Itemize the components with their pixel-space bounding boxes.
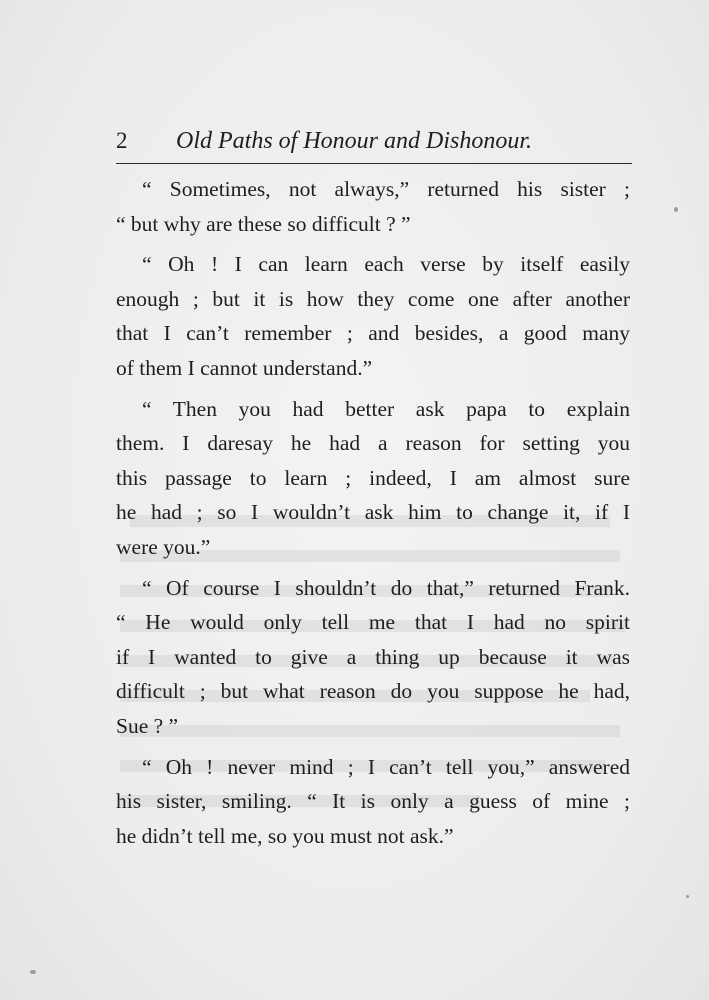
text-line: difficult ; but what reason do you suppose he had, [116, 679, 630, 704]
paper-speck [686, 895, 689, 898]
text-line: were you.” [116, 534, 211, 559]
header-rule [116, 163, 632, 164]
text-line: that I can’t remember ; and besides, a good many [116, 321, 630, 346]
text-line: if I wanted to give a thing up because it was [116, 644, 630, 669]
text-line: Sue ? ” [116, 713, 179, 738]
text-line: he didn’t tell me, so you must not ask.” [116, 823, 454, 848]
text-line: this passage to learn ; indeed, I am almost sure [116, 465, 630, 490]
text-line: “ He would only tell me that I had no spirit [116, 610, 630, 635]
paper-speck [674, 207, 678, 212]
text-line: “ but why are these so difficult ? ” [116, 211, 411, 236]
page-number: 2 [116, 128, 128, 153]
paper-speck [30, 970, 36, 974]
paragraph [116, 247, 630, 385]
paragraph [116, 750, 630, 854]
running-title: Old Paths of Honour and Dishonour. [176, 128, 533, 154]
paragraph [116, 392, 630, 565]
page-header [116, 124, 630, 158]
text-line: “ Of course I shouldn’t do that,” returned Frank. [142, 575, 630, 600]
text-line: he had ; so I wouldn’t ask him to change it, if I [116, 500, 630, 525]
text-line: his sister, smiling. “ It is only a guess of mine ; [116, 789, 630, 814]
text-line: “ Then you had better ask papa to explain [142, 396, 630, 421]
text-line: them. I daresay he had a reason for setting you [116, 431, 630, 456]
text-line: enough ; but it is how they come one after another [116, 286, 630, 311]
text-line: “ Sometimes, not always,” returned his sister ; [142, 177, 630, 201]
text-line: of them I cannot understand.” [116, 355, 373, 380]
text-line: “ Oh ! I can learn each verse by itself easily [142, 252, 630, 277]
paragraph [116, 172, 630, 241]
paragraph [116, 571, 630, 744]
body-text [116, 172, 630, 853]
text-line: “ Oh ! never mind ; I can’t tell you,” answered [142, 754, 630, 779]
